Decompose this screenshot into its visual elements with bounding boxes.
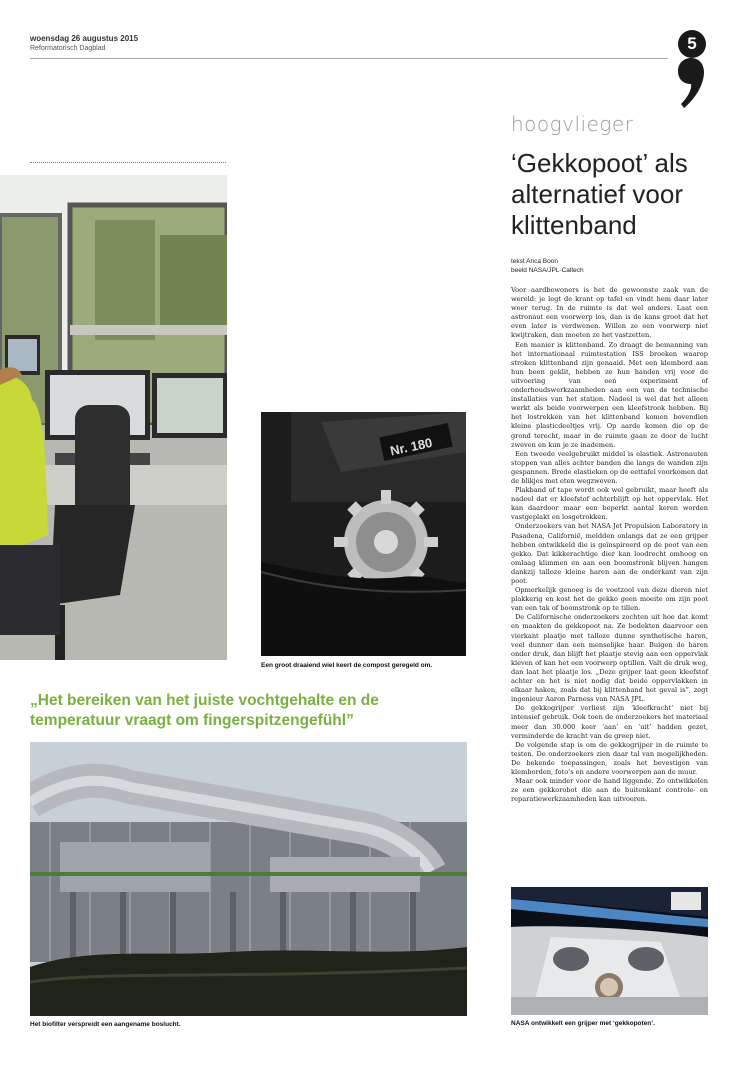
compost-wheel-photo <box>261 412 466 656</box>
article-paragraph: Maar ook minder voor de hand liggende. Zo ontwikkelen ze een gekkorobot die aan de buitenkant controle- en reparatiewerkzaamheden kan uitvoeren. <box>511 777 708 804</box>
comma-icon <box>678 58 704 108</box>
wheel-number-plate: Nr. 180 <box>388 434 434 459</box>
header-date: woensdag 26 augustus 2015 <box>30 34 139 43</box>
article-paragraph: Een tweede veelgebruikt middel is elastiek. Astronauten stoppen van alles achter banden die langs de wanden zijn gespannen. Brede elastieken op de eettafel voorkomen dat de blikjes met eten wegzweven. <box>511 449 709 485</box>
biofilter-photo <box>30 742 467 1016</box>
article-paragraph: De gekkogrijper verliest zijn ‘kleefkracht’ niet bij intensief gebruik. Ook toen de onderzoekers het materiaal meer dan 30.000 keer ‘aan’ en ‘uit’ hadden gezet, verminderde de kracht van de greep niet. <box>511 704 708 740</box>
nasa-space-photo <box>511 887 708 1015</box>
nasa-caption: NASA ontwikkelt een grijper met ‘gekkopoten’. <box>511 1020 655 1027</box>
article-body <box>511 286 708 804</box>
article-title: ‘Gekkopoot’ als alternatief voor klittenband <box>511 148 688 240</box>
byline-photo: beeld NASA/JPL-Caltech <box>511 267 584 274</box>
page-number: 5 <box>678 30 706 58</box>
section-divider <box>30 162 226 163</box>
article-paragraph: Een manier is klittenband. Zo draagt de bemanning van het internationaal ruimtestation ISS broeken waarop stroken klittenband zijn genaaid. Met een klembord aan hun been geklit, hebben ze hun handen vrij voor de uitvoering van een experiment of onderhoudswerkzaamheden aan een van de technische installaties van het station. Nadeel is wel dat het alleen werkt als beide voorwerpen een kleefstrook hebben. Bij het lostrekken van het klittenband komen bovendien kleine plasticdeeltjes vrij. Op aarde komen die op de grond terecht, maar in de ruimte gaan ze door de lucht zweven en kun je ze inademen. <box>511 340 708 449</box>
header-rule <box>30 58 668 59</box>
byline <box>511 257 584 275</box>
article-paragraph: De Californische onderzoekers zochten uit hoe dat komt en maakten de gekkopoot na. Ze bedekten daarvoor een vierkant plaatje met talloze dunne synthetische haren, veel dunner dan een menselijke haar. Buigen de haren onder druk, dan blijft het plaatje stevig aan een oppervlak kleven of kan het een voorwerp optillen. Valt de druk weg, dan laat het plaatje los. „Deze grijper laat geen kleefstof achter en het is niet nodig dat beide oppervlakken in elkaar haken, zoals dat bij klittenband het geval is”, zegt ingenieur Aaron Parness van NASA JPL. <box>511 613 708 704</box>
article-paragraph: Onderzoekers van het NASA Jet Propulsion Laboratory in Pasadena, Californië, meldden onlangs dat ze een grijper hebben ontwikkeld die is geïnspireerd op de poot van een gekko. Dat kikkerachtige dier kan loodrecht omhoog en omlaag klimmen en aan een boomstronk blijven hangen dankzij talloze kleine haren aan de onderkant van zijn poot. <box>511 522 708 585</box>
article-paragraph: Plakband of tape wordt ook wel gebruikt, maar heeft als nadeel dat er kleefstof achterblijft op het oppervlak. Het kan daardoor maar een beperkt aantal keren worden vastgeplakt en losgetrokken. <box>511 486 708 522</box>
header-publication: Reformatorisch Dagblad <box>30 45 106 52</box>
pull-quote: „Het bereiken van het juiste vochtgehalte en de temperatuur vraagt om fingerspitzengefühl” <box>30 692 379 729</box>
wheel-caption: Een groot draaiend wiel keert de compost geregeld om. <box>261 662 433 669</box>
biofilter-caption: Het biofilter verspreidt een aangename boslucht. <box>30 1021 181 1028</box>
byline-text: tekst Anca Boon <box>511 258 558 265</box>
article-paragraph: Opmerkelijk genoeg is de voetzool van deze dieren niet plakkerig en kost het de gekko geen moeite om zijn poot van een tak of boomstronk op te tillen. <box>511 586 708 613</box>
control-room-photo <box>0 175 227 660</box>
article-kicker: hoogvlieger <box>511 112 634 136</box>
article-paragraph: De volgende stap is om de gekkogrijper in de ruimte te testen. De onderzoekers zien daar tal van mogelijkheden. De bekende toepassingen, zoals het bevestigen van klemborden, foto’s en andere voorwerpen aan de muur. <box>511 740 708 776</box>
article-paragraph: Voor aardbewoners is het de gewoonste zaak van de wereld: je legt de krant op tafel en vindt hem daar later weer terug. In de ruimte is dat wel anders. Laat een astronaut een voorwerp los, dan is de kans groot dat het even later is verdwenen. Willen ze een voorwerp niet kwijtraken, dan moeten ze het vastzetten. <box>511 286 708 340</box>
